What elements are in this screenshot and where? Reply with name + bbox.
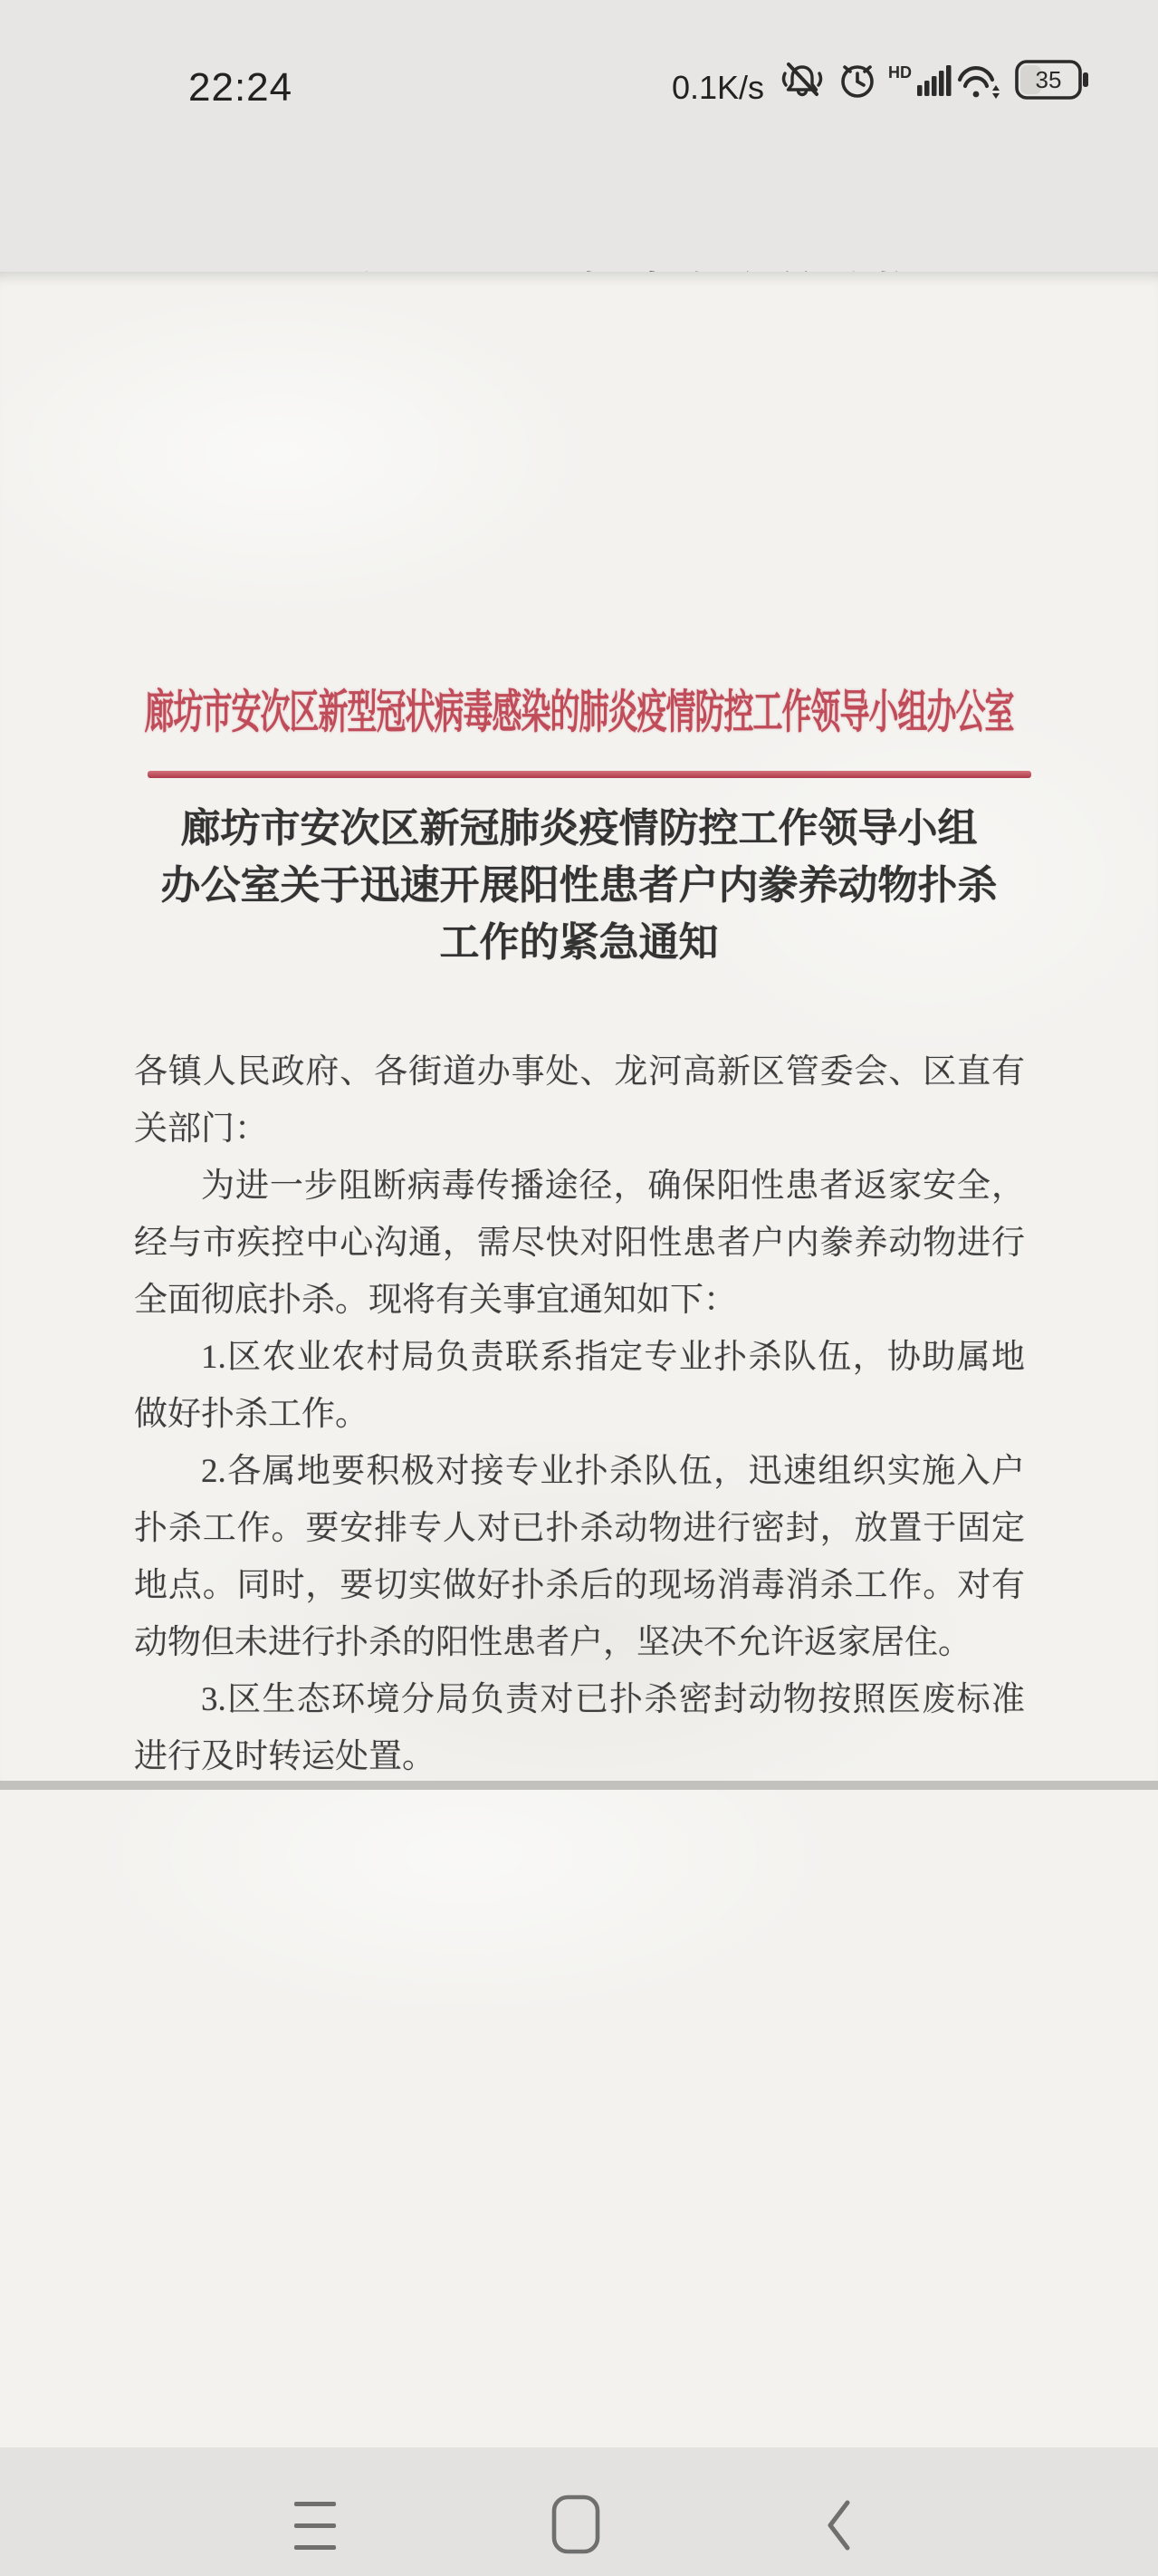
title-bar: [0, 118, 1158, 272]
battery-icon: [1014, 58, 1092, 101]
document-page-1: [0, 272, 1158, 1781]
letterhead-rule: [148, 771, 1031, 778]
nav-bar: [0, 2447, 1158, 2576]
mute-vibrate-icon: [779, 56, 826, 103]
body-paragraph: 2.各属地要积极对接专业扑杀队伍，迅速组织实施入户扑杀工作。要安排专人对已扑杀动物进行密封，放置于固定地点。同时，要切实做好扑杀后的现场消毒消杀工作。对有动物但未进行扑杀的阳性患者户，坚决不允许返家居住。: [134, 1453, 1025, 1661]
page-divider: [0, 1781, 1158, 1790]
home-icon[interactable]: [550, 2494, 601, 2560]
document-title-line: 工作的紧急通知: [439, 920, 719, 965]
document-title: [54, 800, 1104, 971]
recipient-line: 各镇人民政府、各街道办事处、龙河高新区管委会、区直有关部门：: [134, 1053, 1025, 1148]
document-title-line: 廊坊市安次区新冠肺炎疫情防控工作领导小组: [180, 806, 978, 851]
body-paragraph: 为进一步阻断病毒传播途径，确保阳性患者返家安全，经与市疾控中心沟通，需尽快对阳性患者户内豢养动物进行全面彻底扑杀。现将有关事宜通知如下：: [134, 1168, 1025, 1319]
cellular-signal-hd-icon: [887, 56, 960, 103]
alarm-icon: [835, 56, 880, 103]
recents-icon[interactable]: [294, 2502, 336, 2567]
battery-level: 35: [1035, 66, 1062, 93]
document-title-line: 办公室关于迅速开展阳性患者户内豢养动物扑杀: [160, 863, 998, 908]
clock-time: 22:24: [188, 65, 293, 110]
body-paragraph: 3.区生态环境分局负责对已扑杀密封动物按照医废标准进行及时转运处置。: [134, 1681, 1025, 1775]
wifi-icon: [952, 56, 1007, 103]
status-bar: [0, 0, 1158, 118]
svg-text:HD: HD: [888, 63, 912, 82]
back-nav-icon[interactable]: [824, 2498, 853, 2557]
network-speed: 0.1K/s: [672, 69, 765, 106]
document-page-2: [0, 1790, 1158, 2447]
body-paragraph: 1.区农业农村局负责联系指定专业扑杀队伍，协助属地做好扑杀工作。: [134, 1339, 1025, 1433]
document-letterhead: 廊坊市安次区新型冠状病毒感染的肺炎疫情防控工作领导小组办公室: [144, 688, 1014, 739]
